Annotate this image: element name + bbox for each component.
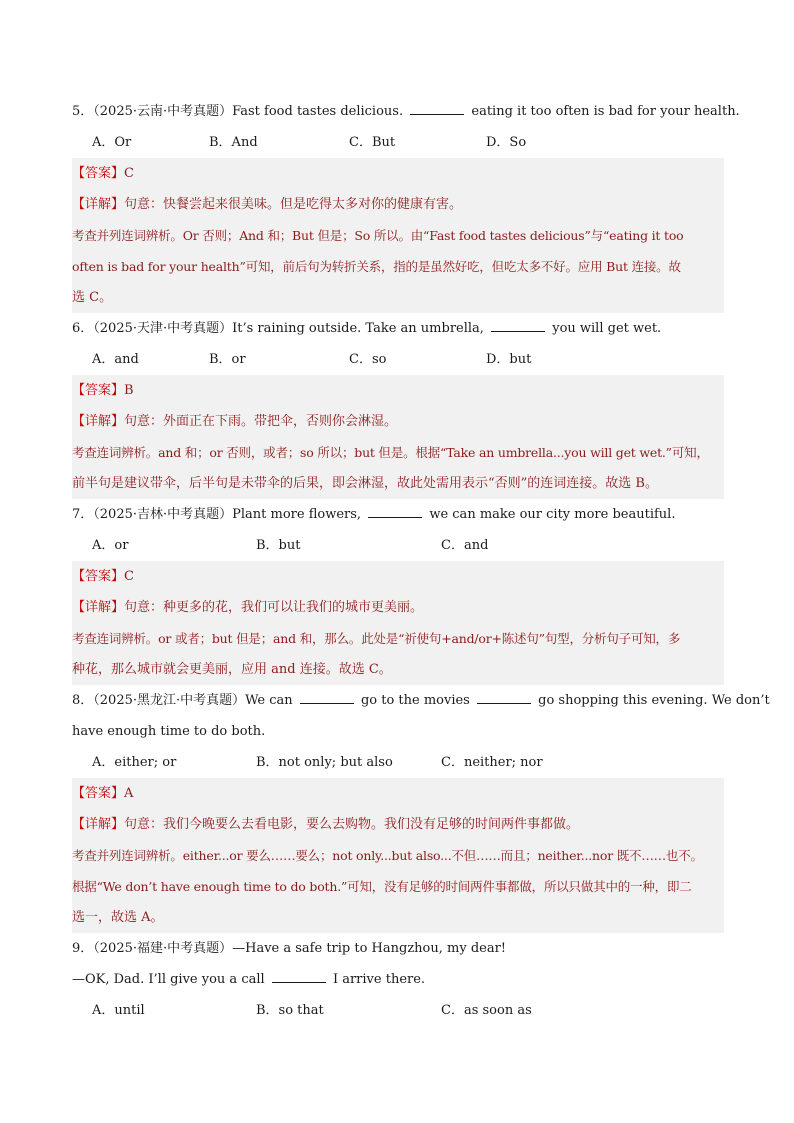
question-9-stem-end: I arrive there. <box>332 972 426 987</box>
answer-blank <box>300 689 354 704</box>
detail-tag: 【详解】 <box>72 817 125 832</box>
answer-blank <box>410 100 464 115</box>
question-7-answer-block <box>72 561 724 685</box>
question-6-stem-end: you will get wet. <box>552 321 662 336</box>
question-8-stem-middle: go to the movies <box>360 693 470 708</box>
detail-text: 句意：我们今晚要么去看电影，要么去购物。我们没有足够的时间两件事都做。 <box>124 817 580 832</box>
answer-value: C <box>124 166 134 181</box>
detail-text-line: 根据“We don’t have enough time to do both.”可知，没有足够的时间两件事都做，所以只做其中的一种，即二 <box>72 879 692 894</box>
option-b[interactable]: B．but <box>256 538 301 553</box>
question-8-answer-block <box>72 778 724 933</box>
option-c[interactable]: C．as soon as <box>441 1003 532 1018</box>
option-a[interactable]: A．either; or <box>92 755 177 770</box>
answer-blank <box>477 689 531 704</box>
option-c[interactable]: C．so <box>349 352 387 367</box>
question-page <box>72 96 770 1026</box>
detail-tag: 【详解】 <box>72 197 125 212</box>
detail-tag: 【详解】 <box>72 414 125 429</box>
option-b[interactable]: B．so that <box>256 1003 324 1018</box>
answer-blank <box>368 503 422 518</box>
question-9-options <box>72 995 724 1026</box>
detail-text-line: 考查连词辨析。and 和；or 否则，或者；so 所以；but 但是。根据“Take an umbrella...you will get wet.”可知， <box>72 445 709 460</box>
answer-tag: 【答案】 <box>72 383 125 398</box>
question-8-line-2: have enough time to do both. <box>72 724 266 739</box>
detail-text: 句意：外面正在下雨。带把伞，否则你会淋湿。 <box>124 414 398 429</box>
option-a[interactable]: A．until <box>92 1003 145 1018</box>
option-b[interactable]: B．And <box>209 135 258 150</box>
question-5-stem-end: eating it too often is bad for your health. <box>471 104 740 119</box>
question-6 <box>72 313 724 344</box>
detail-line <box>72 406 724 437</box>
detail-line <box>72 189 724 220</box>
detail-text-line: 考查连词辨析。or 或者；but 但是；and 和，那么。此处是“祈使句+and/or+陈述句”句型，分析句子可知，多 <box>72 631 681 646</box>
question-6-options <box>72 344 724 375</box>
question-5-options <box>72 127 724 158</box>
question-7-stem-end: we can make our city more beautiful. <box>429 507 676 522</box>
option-b[interactable]: B．not only; but also <box>256 755 393 770</box>
question-8-stem-end: go shopping this evening. We don’t <box>538 693 770 708</box>
detail-text-line: 前半句是建议带伞，后半句是未带伞的后果，即会淋湿，故此处需用表示“否则”的连词连接。故选 B。 <box>72 476 658 491</box>
detail-text: 句意：快餐尝起来很美味。但是吃得太多对你的健康有害。 <box>124 197 463 212</box>
answer-blank <box>491 317 545 332</box>
option-c[interactable]: C．and <box>441 538 489 553</box>
detail-tag: 【详解】 <box>72 600 125 615</box>
option-c[interactable]: C．neither; nor <box>441 755 543 770</box>
question-9: 9．（2025·福建·中考真题）—Have a safe trip to Hangzhou, my dear! <box>72 941 507 956</box>
question-5 <box>72 96 740 127</box>
question-8-stem-start: 8．（2025·黑龙江·中考真题）We can <box>72 693 293 708</box>
question-7-stem-start: 7．（2025·吉林·中考真题）Plant more flowers, <box>72 507 362 522</box>
answer-blank <box>272 968 326 983</box>
answer-value: B <box>124 383 134 398</box>
question-9-line-2 <box>72 964 724 995</box>
option-b[interactable]: B．or <box>209 352 246 367</box>
detail-text: 句意：种更多的花，我们可以让我们的城市更美丽。 <box>124 600 424 615</box>
answer-line <box>72 778 724 809</box>
question-6-answer-block <box>72 375 724 499</box>
option-d[interactable]: D．but <box>486 352 532 367</box>
question-8-options <box>72 747 724 778</box>
option-d[interactable]: D．So <box>486 135 527 150</box>
option-a[interactable]: A．and <box>92 352 139 367</box>
detail-line <box>72 592 724 623</box>
question-7-options <box>72 530 724 561</box>
question-8 <box>72 685 770 716</box>
answer-tag: 【答案】 <box>72 569 125 584</box>
detail-line <box>72 809 724 840</box>
question-5-stem-start: 5．（2025·云南·中考真题）Fast food tastes delicious. <box>72 104 404 119</box>
answer-value: C <box>124 569 134 584</box>
answer-line <box>72 375 724 406</box>
question-6-stem-start: 6．（2025·天津·中考真题）It’s raining outside. Take an umbrella, <box>72 321 484 336</box>
answer-line <box>72 158 724 189</box>
option-a[interactable]: A．or <box>92 538 129 553</box>
option-a[interactable]: A．Or <box>92 135 132 150</box>
detail-text-line: 考查并列连词辨析。Or 否则；And 和；But 但是；So 所以。由“Fast food tastes delicious”与“eating it too <box>72 228 684 243</box>
answer-tag: 【答案】 <box>72 166 125 181</box>
detail-text-line: 选一，故选 A。 <box>72 910 164 925</box>
option-c[interactable]: C．But <box>349 135 396 150</box>
question-5-answer-block <box>72 158 724 313</box>
answer-value: A <box>124 786 134 801</box>
detail-text-line: 选 C。 <box>72 290 113 305</box>
question-9-stem-start: —OK, Dad. I’ll give you a call <box>72 972 265 987</box>
question-7 <box>72 499 724 530</box>
detail-text-line: often is bad for your health”可知，前后句为转折关系，指的是虽然好吃，但吃太多不好。应用 But 连接。故 <box>72 259 681 274</box>
answer-tag: 【答案】 <box>72 786 125 801</box>
detail-text-line: 种花，那么城市就会更美丽，应用 and 连接。故选 C。 <box>72 662 392 677</box>
answer-line <box>72 561 724 592</box>
detail-text-line: 考查并列连词辨析。either...or 要么……要么；not only...but also...不但……而且；neither...nor 既不……也不。 <box>72 848 703 863</box>
